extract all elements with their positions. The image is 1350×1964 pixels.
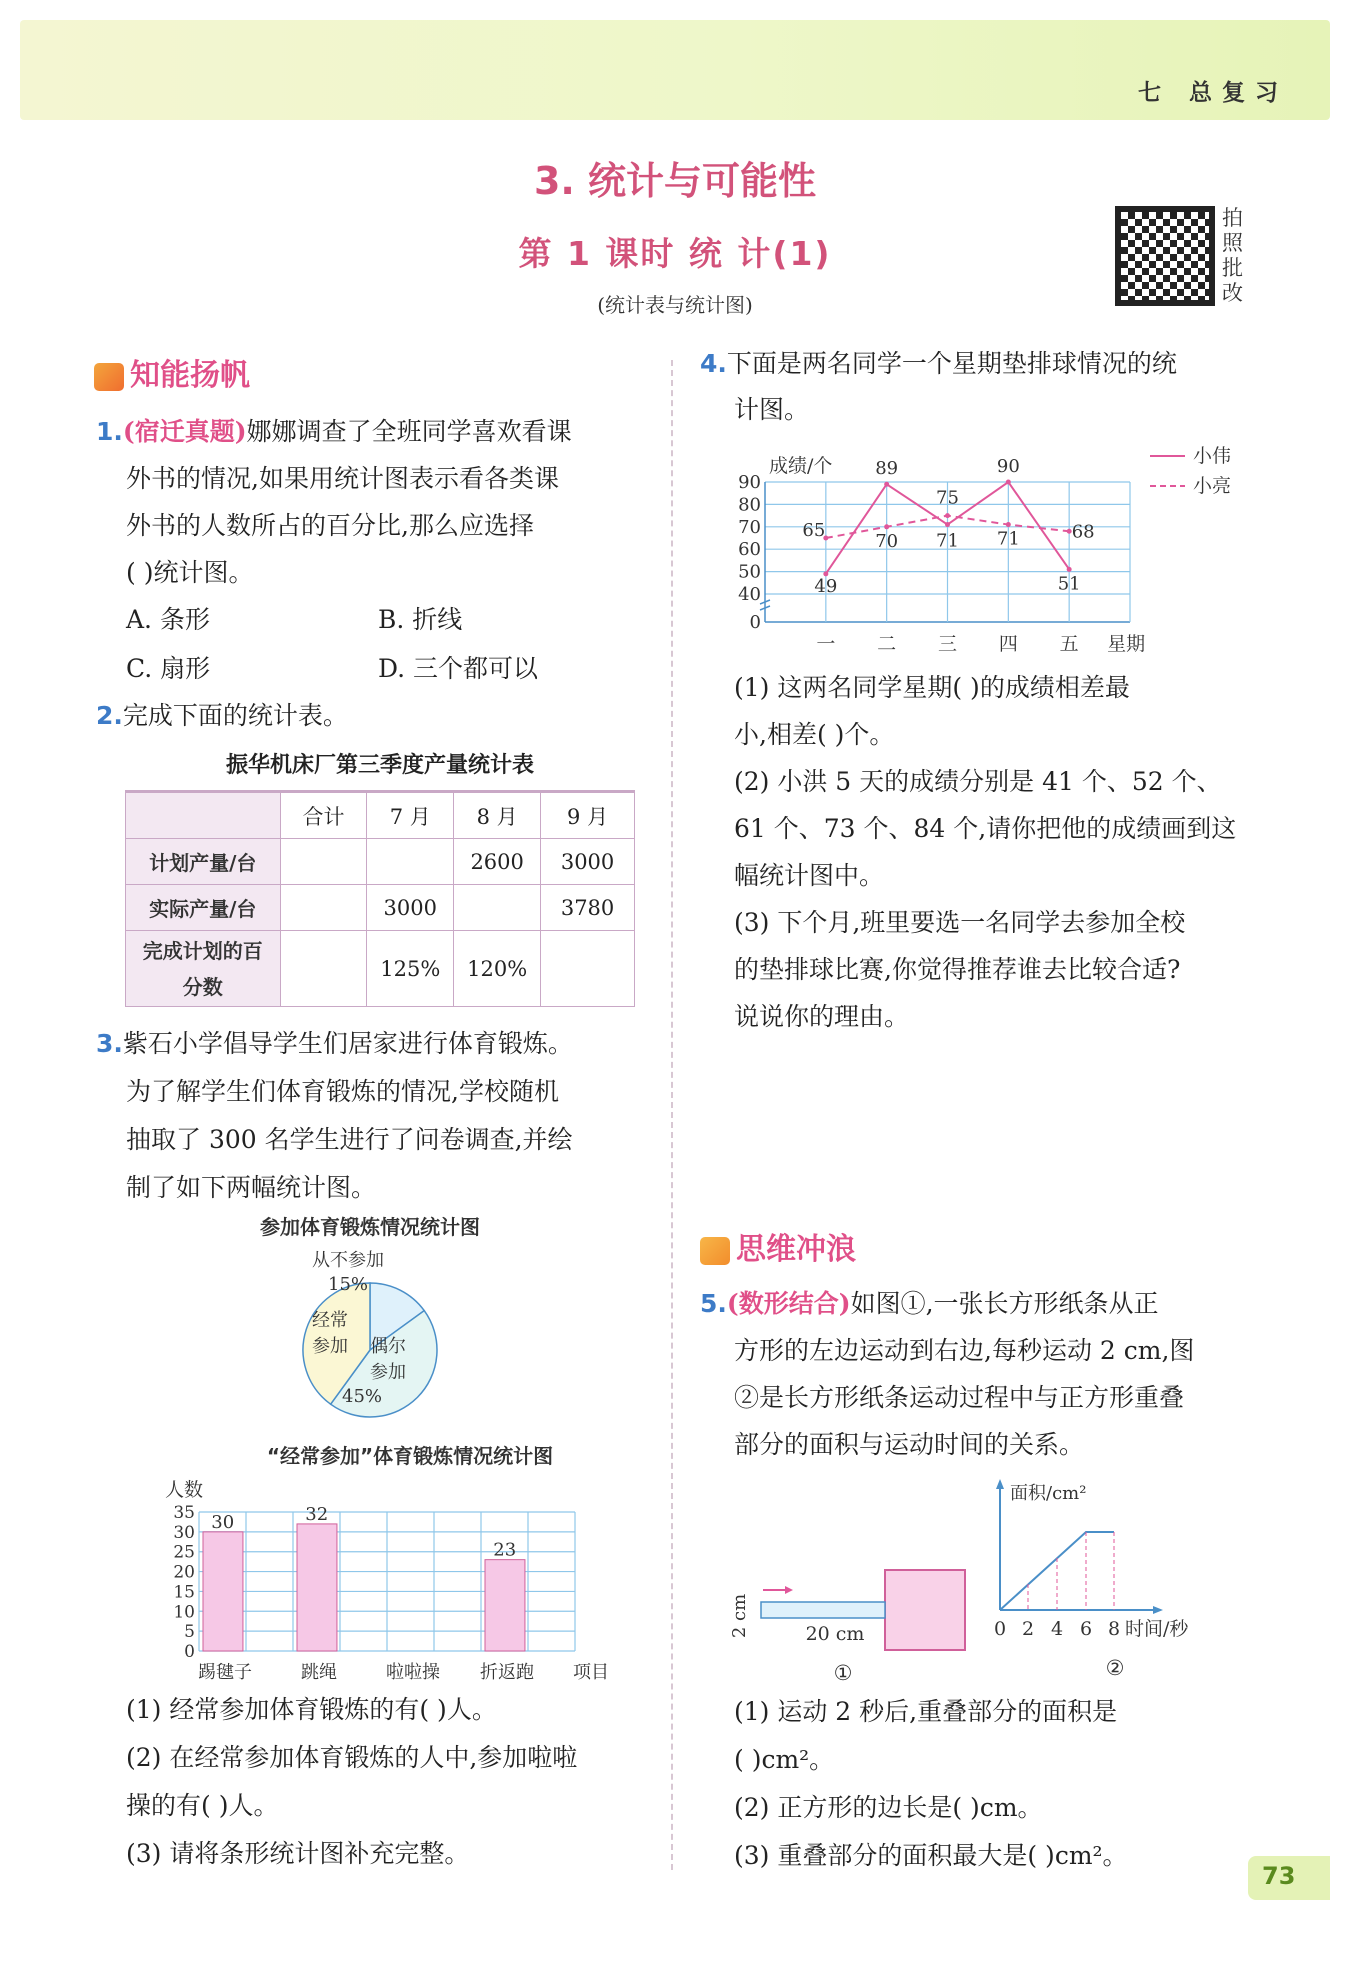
q4-sub: (3) 下个月,班里要选一名同学去参加全校 [734,908,1186,937]
pie-label: 参加 [312,1336,348,1357]
pie-label: 经常 [312,1310,348,1331]
data-label: 89 [875,458,899,480]
strip-width-label: 20 cm [805,1623,865,1645]
question-tag: (数形结合) [726,1289,851,1318]
q3-line: 为了解学生们体育锻炼的情况,学校随机 [126,1077,559,1106]
section-title: 3. 统计与可能性 [533,159,817,203]
q5-sub: ( )cm²。 [734,1745,835,1774]
column-divider [671,360,673,1870]
q4-sub: 的垫排球比赛,你觉得推荐谁去比较合适? [734,955,1181,984]
question-3: 3.紫石小学倡导学生们居家进行体育锻炼。 [96,1029,573,1058]
data-point [884,482,889,487]
y-tick-label: 15 [173,1582,195,1603]
pie-label: 参加 [370,1362,406,1383]
lesson-subtitle: (统计表与统计图) [597,293,753,317]
data-label: 51 [1057,573,1081,595]
q4-sub: 幅统计图中。 [734,861,885,890]
question-number: 1. [96,417,123,446]
y-tick-label: 35 [173,1503,195,1523]
y-tick-label: 50 [738,561,761,583]
q4-line: 计图。 [734,395,810,424]
bar-value-label: 30 [211,1511,235,1533]
table-cell[interactable] [280,885,367,931]
pie-chart [220,1210,520,1435]
y-axis-label: 成绩/个 [769,455,833,477]
data-label: 68 [1071,521,1095,543]
table-cell: 120% [454,931,541,1007]
pie-label: 从不参加 [312,1250,384,1271]
bar-value-label: 23 [493,1539,517,1561]
figure-2-number: ② [1105,1656,1125,1680]
y-tick-label: 30 [173,1522,195,1543]
figure-1-number: ① [833,1661,853,1685]
q5-line: 方形的左边运动到右边,每秒运动 2 cm,图 [734,1336,1195,1365]
data-point [945,522,950,527]
option-a[interactable]: A. 条形 [126,605,210,634]
y-tick-label: 5 [184,1622,195,1643]
x-tick-label: 三 [937,633,958,655]
legend-label: 小亮 [1193,475,1232,497]
legend-label: 小伟 [1193,445,1232,467]
x-tick-label: 啦啦操 [386,1662,440,1683]
x-tick-label: 跳绳 [301,1662,337,1683]
row-header: 实际产量/台 [126,885,281,931]
x-tick-label: 四 [998,633,1018,655]
fig2-xtick: 8 [1107,1618,1121,1640]
q5-line: ②是长方形纸条运动过程中与正方形重叠 [734,1383,1185,1412]
option-b[interactable]: B. 折线 [378,605,463,634]
col-header: 9 月 [541,793,635,839]
table-cell: 3000 [541,839,635,885]
header-band [20,20,1330,120]
q4-sub: 说说你的理由。 [734,1002,910,1031]
data-label: 71 [996,528,1020,550]
table-cell: 125% [367,931,454,1007]
production-table [125,792,635,1007]
question-number: 3. [96,1029,123,1058]
q5-sub: (2) 正方形的边长是( )cm。 [734,1793,1043,1822]
question-number: 5. [700,1289,727,1318]
y-tick-label: 20 [173,1562,195,1583]
x-arrow-icon [1153,1606,1163,1614]
bar [203,1532,243,1651]
question-tag: (宿迁真题) [122,417,247,446]
fig2-xlabel: 时间/秒 [1125,1618,1189,1640]
col-header: 7 月 [367,793,454,839]
table-cell[interactable] [541,931,635,1007]
data-point [1067,567,1072,572]
row-header: 完成计划的百分数 [126,931,281,1007]
q5-sub: (1) 运动 2 秒后,重叠部分的面积是 [734,1697,1118,1726]
x-axis-label: 项目 [573,1662,609,1683]
figure-2 [985,1475,1250,1690]
data-point [1006,480,1011,485]
arrow-head-icon [785,1586,793,1594]
area-line [1000,1532,1114,1610]
question-number: 4. [700,349,727,378]
table-cell: 3000 [367,885,454,931]
col-header: 8 月 [454,793,541,839]
table-row [126,839,635,885]
x-tick-label: 五 [1059,633,1079,655]
question-1: 1.(宿迁真题)娜娜调查了全班同学喜欢看课 [96,417,572,446]
paper-strip [761,1602,885,1618]
table-cell: 2600 [454,839,541,885]
line-chart [725,440,1265,665]
fig2-xtick: 4 [1050,1618,1064,1640]
q5-line: 部分的面积与运动时间的关系。 [734,1430,1085,1459]
table-title: 振华机床厂第三季度产量统计表 [225,753,534,778]
q3-sub: 操的有( )人。 [126,1791,279,1820]
fig2-ylabel: 面积/cm² [1010,1483,1087,1504]
x-tick-label: 踢毽子 [198,1662,252,1683]
table-cell: 3780 [541,885,635,931]
y-arrow-icon [996,1479,1004,1489]
y-tick-label: 0 [184,1642,195,1662]
y-tick-label: 60 [738,539,761,561]
q3-sub: (1) 经常参加体育锻炼的有( )人。 [126,1695,497,1724]
data-label: 70 [875,530,899,552]
q5-sub: (3) 重叠部分的面积最大是( )cm²。 [734,1841,1128,1870]
bar-value-label: 32 [305,1503,329,1525]
q1-line: 外书的人数所占的百分比,那么应选择 [126,511,534,540]
pie-value-label: 15% [328,1274,369,1295]
data-label: 90 [996,456,1020,477]
qr-caption: 拍照批改 [1222,206,1243,305]
table-row [126,885,635,931]
y-tick-label: 90 [738,472,761,493]
row-header: 计划产量/台 [126,839,281,885]
qr-code[interactable] [1115,206,1215,306]
bar-title: “经常参加”体育锻炼情况统计图 [266,1444,554,1468]
y-tick-label: 25 [173,1542,195,1563]
data-point [884,524,889,529]
y-tick-label: 70 [738,516,761,538]
page-number: 73 [1262,1862,1296,1890]
bar [485,1560,525,1651]
table-header-row [126,793,635,839]
question-number: 2. [96,701,123,730]
table-cell[interactable] [367,839,454,885]
q3-sub: (2) 在经常参加体育锻炼的人中,参加啦啦 [126,1743,578,1772]
bar [297,1524,337,1651]
table-cell[interactable] [454,885,541,931]
x-tick-label: 折返跑 [480,1662,534,1683]
table-wrap [125,790,635,1007]
question-5: 5.(数形结合)如图①,一张长方形纸条从正 [700,1289,1159,1318]
question-4: 4.下面是两名同学一个星期垫排球情况的统 [700,349,1177,378]
q3-sub: (3) 请将条形统计图补充完整。 [126,1839,470,1868]
q1-line: ( )统计图。 [126,558,254,587]
x-tick-label: 二 [877,633,897,655]
section-zhineng: 知能扬帆 [94,350,250,394]
book-icon [94,363,124,391]
q4-sub: 小,相差( )个。 [734,720,895,749]
lesson-title: 第 1 课时 统 计(1) [518,234,832,273]
y-tick-label: 80 [738,494,761,516]
q3-line: 抽取了 300 名学生进行了问卷调查,并绘 [126,1125,573,1154]
q3-line: 制了如下两幅统计图。 [126,1173,377,1202]
q4-sub: (1) 这两名同学星期( )的成绩相差最 [734,673,1130,702]
data-label: 71 [936,530,959,552]
data-point [1006,522,1011,527]
x-axis-label: 星期 [1107,633,1146,655]
question-2: 2.完成下面的统计表。 [96,701,348,730]
data-label: 75 [936,487,959,509]
x-tick-label: 一 [816,633,836,655]
fig2-xtick: 6 [1079,1618,1093,1640]
option-d[interactable]: D. 三个都可以 [378,654,539,683]
q1-line: 外书的情况,如果用统计图表示看各类课 [126,464,559,493]
option-c[interactable]: C. 扇形 [126,654,211,683]
y-axis-label: 人数 [165,1479,204,1501]
y-tick-label: 0 [749,612,761,633]
q4-sub: 61 个、73 个、84 个,请你把他的成绩画到这 [734,814,1237,843]
fig2-xtick: 2 [1021,1618,1035,1640]
pie-title: 参加体育锻炼情况统计图 [260,1215,480,1239]
q4-sub: (2) 小洪 5 天的成绩分别是 41 个、52 个、 [734,767,1222,796]
data-label: 49 [814,575,838,597]
pie-label: 偶尔 [370,1336,406,1357]
table-cell[interactable] [280,839,367,885]
table-cell[interactable] [280,931,367,1007]
fig2-xtick: 0 [993,1618,1007,1640]
square [885,1570,965,1650]
bar-chart [155,1440,625,1685]
data-point [945,513,950,518]
data-label: 65 [802,520,826,541]
y-tick-label: 10 [173,1602,195,1623]
section-siwei: 思维冲浪 [700,1224,856,1268]
table-row [126,931,635,1007]
figure-1 [729,1560,975,1690]
col-header: 合计 [280,793,367,839]
strip-height-label: 2 cm [729,1593,750,1639]
wave-icon [700,1237,730,1265]
chapter-label: 七 总复习 [1137,80,1288,106]
pie-value-label: 45% [342,1386,383,1407]
y-tick-label: 40 [738,584,761,605]
